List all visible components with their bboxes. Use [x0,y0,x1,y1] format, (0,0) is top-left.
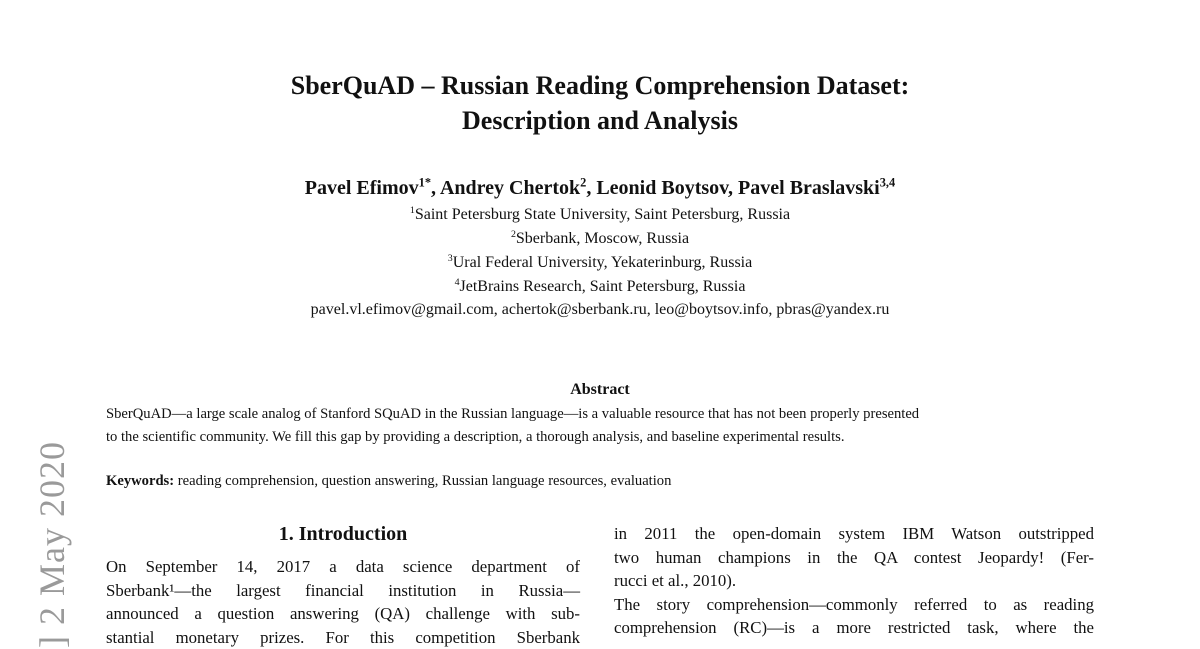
abstract-line: to the scientific community. We fill this gap by providing a description, a thorough analysis, and baseline experimental results. [106,426,1096,449]
paragraph-line: comprehension (RC)—is a more restricted task, where the [614,616,1094,640]
paragraph-line: Sberbank¹—the largest financial institution in Russia— [106,579,580,603]
affiliation [0,251,1200,275]
author-separator: , [586,177,596,199]
author-affiliation-mark: 3,4 [880,175,896,189]
paragraph-line: in 2011 the open-domain system IBM Watson outstripped [614,522,1094,546]
author-affiliation-mark: 2 [580,175,586,189]
right-column-text [614,522,1094,640]
author-affiliation-mark: 1* [419,175,431,189]
author-name: Pavel Braslavski [738,177,880,199]
affiliation [0,227,1200,251]
paper-title-line-2: Description and Analysis [0,103,1200,138]
keywords-label: Keywords: [106,473,174,489]
paragraph-line: rucci et al., 2010). [614,569,1094,593]
author-name: Pavel Efimov [305,177,419,199]
abstract-line: SberQuAD—a large scale analog of Stanford SQuAD in the Russian language—is a valuable resource that has not been properly presented [106,403,1096,426]
paragraph-line: two human champions in the QA contest Jeopardy! (Fer- [614,546,1094,570]
paragraph-line: announced a question answering (QA) challenge with sub- [106,602,580,626]
paragraph-line: On September 14, 2017 a data science department of [106,555,580,579]
arxiv-side-stamp: ] 2 May 2020 [32,441,72,648]
keywords-text: reading comprehension, question answering, Russian language resources, evaluation [174,473,671,489]
paper-title-line-1: SberQuAD – Russian Reading Comprehension Dataset: [0,68,1200,103]
affiliation [0,275,1200,299]
affiliation [0,203,1200,227]
affiliation-text: Saint Petersburg State University, Saint Petersburg, Russia [415,206,790,223]
affiliation-text: Sberbank, Moscow, Russia [516,230,689,247]
affiliation-mark: 3 [448,253,453,264]
affiliation-mark: 4 [455,277,460,288]
affiliation-mark: 1 [410,205,415,216]
section-heading-introduction: 1. Introduction [106,521,580,547]
keywords [106,471,1096,491]
author-separator: , [431,177,440,199]
author-name: Leonid Boytsov [596,177,728,199]
affiliation-mark: 2 [511,229,516,240]
affiliation-text: Ural Federal University, Yekaterinburg, Russia [453,254,753,271]
author-emails: pavel.vl.efimov@gmail.com, achertok@sberbank.ru, leo@boytsov.info, pbras@yandex.ru [0,298,1200,322]
paragraph-line: The story comprehension—commonly referred to as reading [614,593,1094,617]
paragraph-line: stantial monetary prizes. For this competition Sberbank [106,626,580,649]
author-separator: , [728,177,738,199]
abstract-body [106,403,1096,449]
abstract-heading: Abstract [0,380,1200,400]
author-list [0,174,1200,202]
left-column-text [106,555,580,649]
author-name: Andrey Chertok [440,177,580,199]
affiliation-text: JetBrains Research, Saint Petersburg, Russia [460,278,746,295]
